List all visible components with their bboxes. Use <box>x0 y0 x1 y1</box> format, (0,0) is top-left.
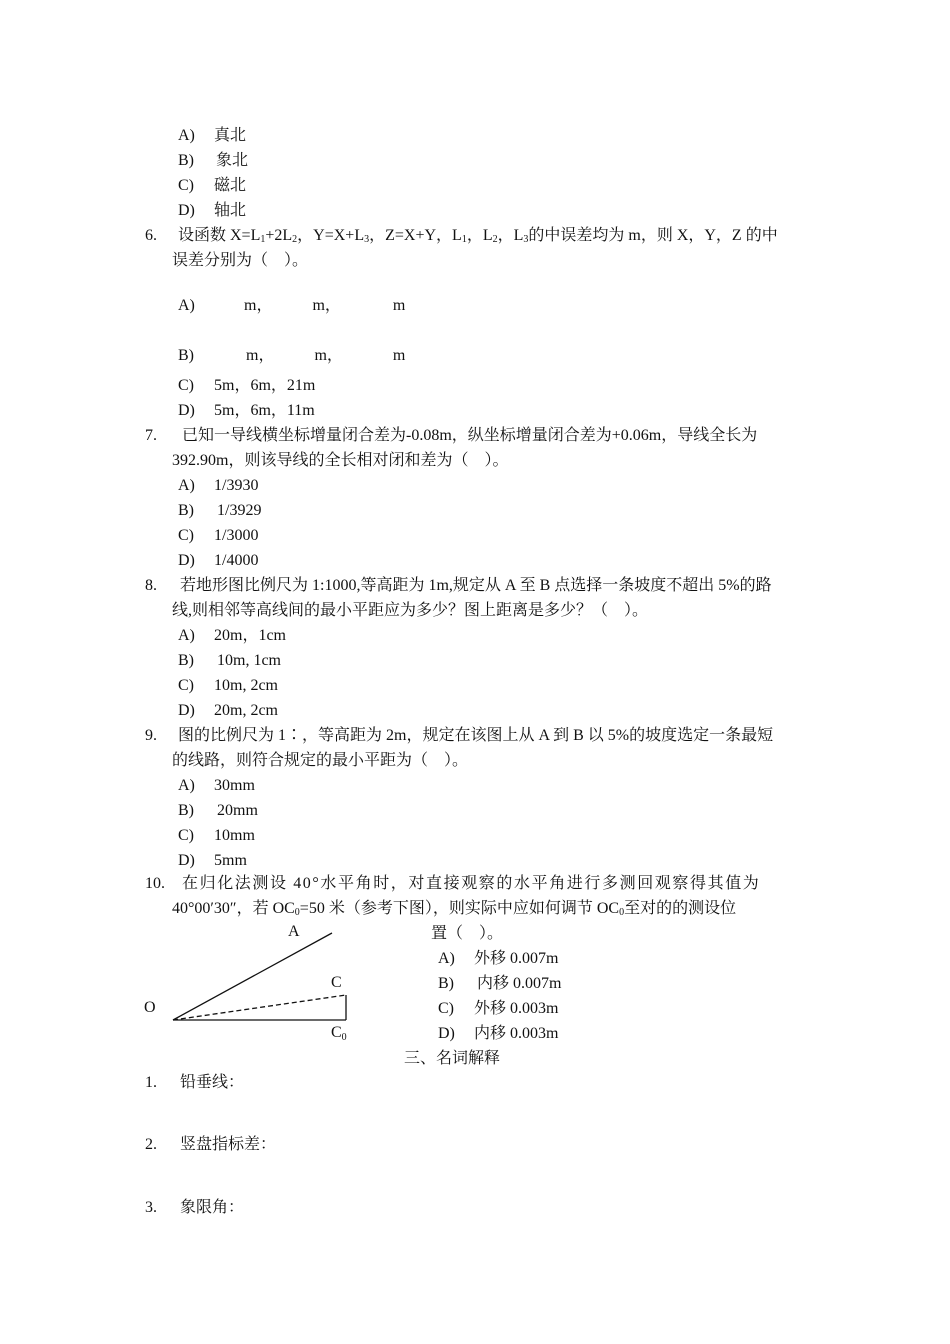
option-d: D) 内移 0.003m <box>438 1025 559 1042</box>
option-d: D) 20m, 2cm <box>178 702 278 719</box>
question-text-line1: 已知一导线横坐标增量闭合差为-0.08m，纵坐标增量闭合差为+0.06m，导线全长为 <box>182 427 758 444</box>
option-a: A) 真北 <box>178 127 247 144</box>
option-d: D) 5mm <box>178 852 247 869</box>
option-b: B) 1/3929 <box>178 502 262 519</box>
option-c: C) 10mm <box>178 827 255 844</box>
option-b: B) 象北 <box>178 152 249 169</box>
term-number: 1. <box>145 1074 157 1091</box>
question-text-line1: 设函数 $X=L_1+2L_2$，$Y=X+L_3$，Z=X+Y，$L_1$，$L_2$，$L_3$的中误差均为 m，则 X，Y，Z 的中 <box>178 227 778 245</box>
question-text-line1: 若地形图比例尺为 1:1000,等高距为 1m,规定从 A 至 B 点选择一条坡度不超出 5%的路 <box>180 577 772 594</box>
option-b: B) 20mm <box>178 802 258 819</box>
question-text-line2: 的线路，则符合规定的最小平距为（ ）。 <box>172 752 469 769</box>
question-number: 9. <box>145 727 157 744</box>
question-number: 6. <box>145 227 157 244</box>
option-b: B) 内移 0.007m <box>438 975 562 992</box>
line-oa <box>173 933 332 1020</box>
option-c: C) 磁北 <box>178 177 247 194</box>
option-a: A) 30mm <box>178 777 255 794</box>
question-text-line1: 图的比例尺为 1∶，等高距为 2m，规定在该图上从 A 到 B 以 5%的坡度选定一条最短 <box>178 727 774 744</box>
term-label: 象限角： <box>180 1199 245 1216</box>
option-b: B) m， m， m <box>178 347 406 364</box>
label-o: O <box>144 999 156 1016</box>
question-text-line2: 线,则相邻等高线间的最小平距应为多少？图上距离是多少？（ ）。 <box>172 602 649 619</box>
term-label: 铅垂线： <box>180 1074 245 1091</box>
option-b: B) 10m, 1cm <box>178 652 281 669</box>
option-a: A) 1/3930 <box>178 477 259 494</box>
question-number: 7. <box>145 427 157 444</box>
question-text-line3: 置（ ）。 <box>431 925 504 942</box>
option-d: D) 1/4000 <box>178 552 259 569</box>
term-label: 竖盘指标差： <box>180 1136 277 1153</box>
option-a: A) m， m， m <box>178 297 406 314</box>
question-text-line2: 40°00′30″，若 $OC_0=50$ 米（参考下图），则实际中应如何调节 $OC_0$至对的的测设位 <box>172 900 737 918</box>
angle-figure <box>130 915 370 1045</box>
option-c: C) 1/3000 <box>178 527 259 544</box>
question-text-line2: 392.90m，则该导线的全长相对闭和差为（ ）。 <box>172 452 509 469</box>
line-oc-dashed <box>173 995 346 1020</box>
question-text-line2: 误差分别为（ ）。 <box>172 252 309 269</box>
term-number: 2. <box>145 1136 157 1153</box>
term-number: 3. <box>145 1199 157 1216</box>
label-c: C <box>331 974 342 991</box>
option-a: A) 20m，1cm <box>178 627 286 644</box>
section-title: 三、名词解释 <box>404 1050 501 1067</box>
option-a: A) 外移 0.007m <box>438 950 559 967</box>
question-text-line1: 在归化法测设 40°水平角时，对直接观察的水平角进行多测回观察得其值为 <box>182 875 761 892</box>
option-c: C) 5m，6m，21m <box>178 377 316 394</box>
option-d: D) 5m，6m，11m <box>178 402 315 419</box>
option-d: D) 轴北 <box>178 202 247 219</box>
label-c0: C0 <box>331 1024 347 1043</box>
option-c: C) 外移 0.003m <box>438 1000 559 1017</box>
option-c: C) 10m, 2cm <box>178 677 278 694</box>
question-number: 8. <box>145 577 157 594</box>
label-a: A <box>288 923 300 940</box>
question-number: 10. <box>145 875 165 892</box>
